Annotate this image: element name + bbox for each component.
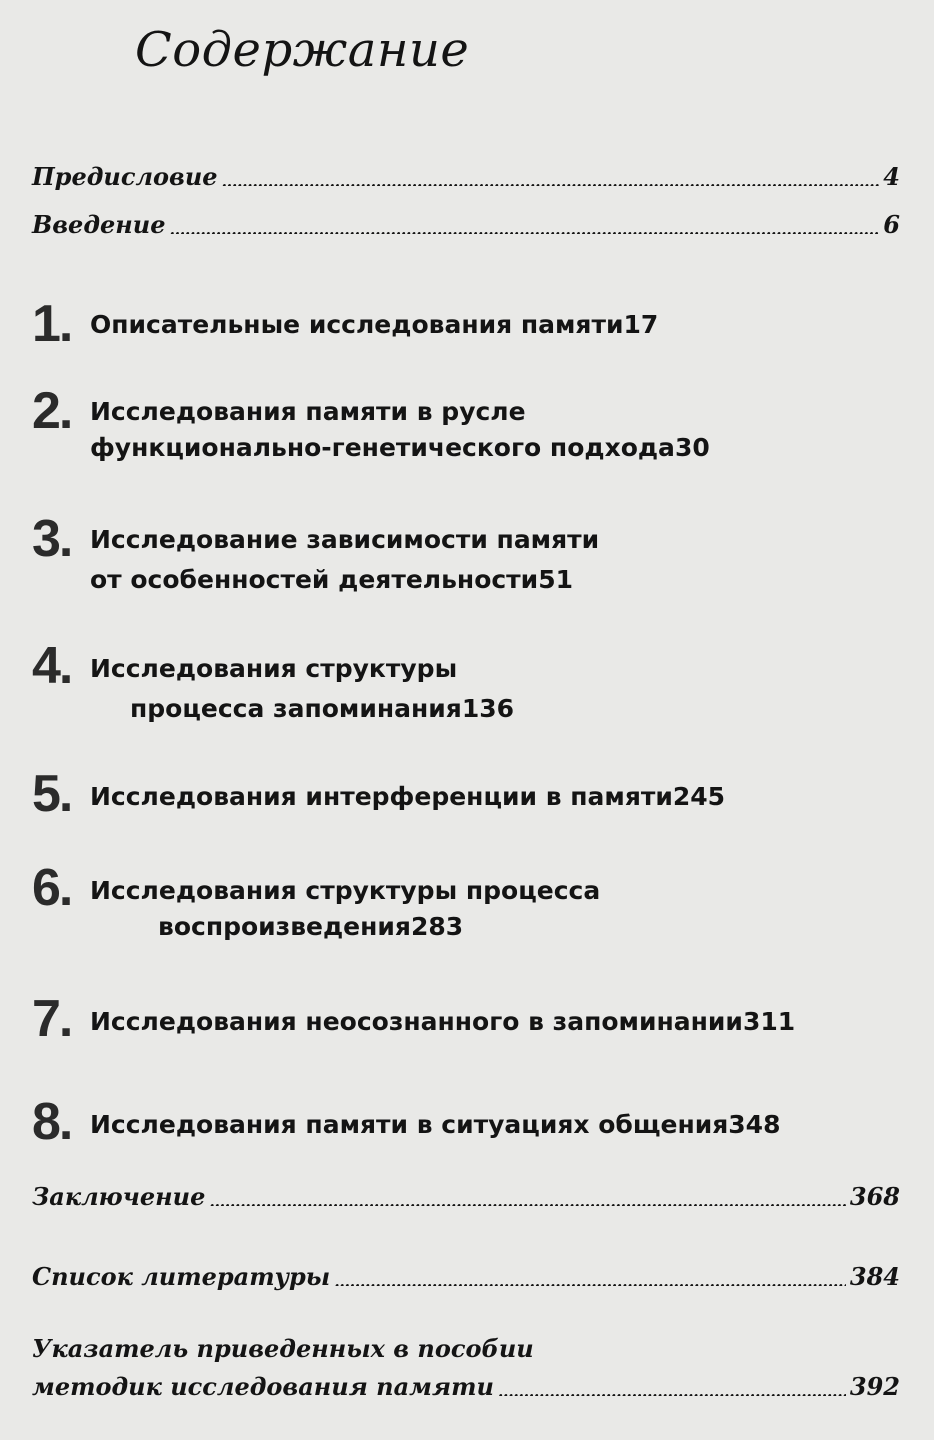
chapter-title: Исследования памяти в ситуациях общения <box>90 1110 729 1139</box>
entry-label-line-2-row <box>32 1372 900 1401</box>
entry-label: Список литературы <box>32 1262 331 1291</box>
entry-page-number: 368 <box>849 1182 900 1211</box>
dot-leader <box>209 1192 846 1206</box>
chapter-title-line-2 <box>90 433 900 463</box>
dot-leader <box>498 1382 846 1396</box>
toc-chapter-1[interactable] <box>32 295 900 358</box>
chapter-title-line-1: Исследования структуры <box>90 654 458 683</box>
chapter-number: 2. <box>32 382 72 440</box>
chapter-title: процесса запоминания <box>130 694 462 723</box>
chapter-title-line <box>90 1110 900 1140</box>
dot-leader <box>170 220 880 234</box>
chapter-page-number: 136 <box>461 694 515 723</box>
toc-chapter-7[interactable] <box>32 990 900 1053</box>
chapter-title-line <box>90 310 900 340</box>
entry-label: Заключение <box>32 1182 206 1211</box>
chapter-number: 6. <box>32 859 72 917</box>
chapter-number: 8. <box>32 1093 72 1151</box>
chapter-title-line-2 <box>90 912 900 942</box>
toc-entry-preface[interactable] <box>32 162 900 191</box>
chapter-page-number: 17 <box>623 310 659 339</box>
chapter-title: функционально-генетического подхода <box>90 433 675 462</box>
entry-page-number: 384 <box>849 1262 900 1291</box>
toc-chapter-5[interactable] <box>32 765 900 828</box>
toc-chapter-3[interactable] <box>32 510 900 603</box>
chapter-title-line-1: Исследование зависимости памяти <box>90 525 600 554</box>
entry-label-line-2: методик исследования памяти <box>32 1372 494 1401</box>
dot-leader <box>334 1272 846 1286</box>
entry-page-number: 392 <box>849 1372 900 1401</box>
chapter-title-line-2 <box>90 565 900 595</box>
chapter-title-line <box>90 1007 900 1037</box>
chapter-number: 1. <box>32 295 72 353</box>
entry-page-number: 4 <box>883 162 900 191</box>
toc-chapter-6[interactable] <box>32 859 900 962</box>
chapter-page-number: 30 <box>674 433 710 462</box>
toc-entry-introduction[interactable] <box>32 210 900 239</box>
entry-label: Предисловие <box>32 162 218 191</box>
chapter-page-number: 51 <box>538 565 573 594</box>
chapter-number: 4. <box>32 637 72 695</box>
chapter-page-number: 283 <box>410 912 464 941</box>
chapter-page-number: 245 <box>672 782 726 811</box>
entry-label: Введение <box>32 210 166 239</box>
chapter-title-line-1: Исследования структуры процесса <box>90 876 601 905</box>
chapter-title-line <box>90 782 900 812</box>
chapter-title-line-2 <box>90 694 900 724</box>
toc-chapter-4[interactable] <box>32 637 900 740</box>
toc-chapter-8[interactable] <box>32 1093 900 1156</box>
chapter-page-number: 348 <box>728 1110 781 1139</box>
chapter-number: 7. <box>32 990 72 1048</box>
toc-entry-methods-index[interactable] <box>0 1334 934 1414</box>
toc-entry-conclusion[interactable] <box>32 1182 900 1211</box>
entry-page-number: 6 <box>883 210 900 239</box>
chapter-title: Описательные исследования памяти <box>90 310 624 339</box>
chapter-page-number: 311 <box>742 1007 796 1036</box>
chapter-title: воспроизведения <box>158 912 411 941</box>
chapter-title: от особенностей деятельности <box>90 565 539 594</box>
chapter-title: Исследования неосознанного в запоминании <box>90 1007 743 1036</box>
toc-chapter-2[interactable] <box>32 382 900 475</box>
page-title: Содержание <box>135 22 470 78</box>
entry-label-line-1: Указатель приведенных в пособии <box>32 1334 534 1363</box>
chapter-title-line-1: Исследования памяти в русле <box>90 397 526 426</box>
toc-entry-bibliography[interactable] <box>32 1262 900 1291</box>
chapter-number: 5. <box>32 765 72 823</box>
dot-leader <box>222 172 880 186</box>
chapter-title: Исследования интерференции в памяти <box>90 782 673 811</box>
chapter-number: 3. <box>32 510 72 568</box>
